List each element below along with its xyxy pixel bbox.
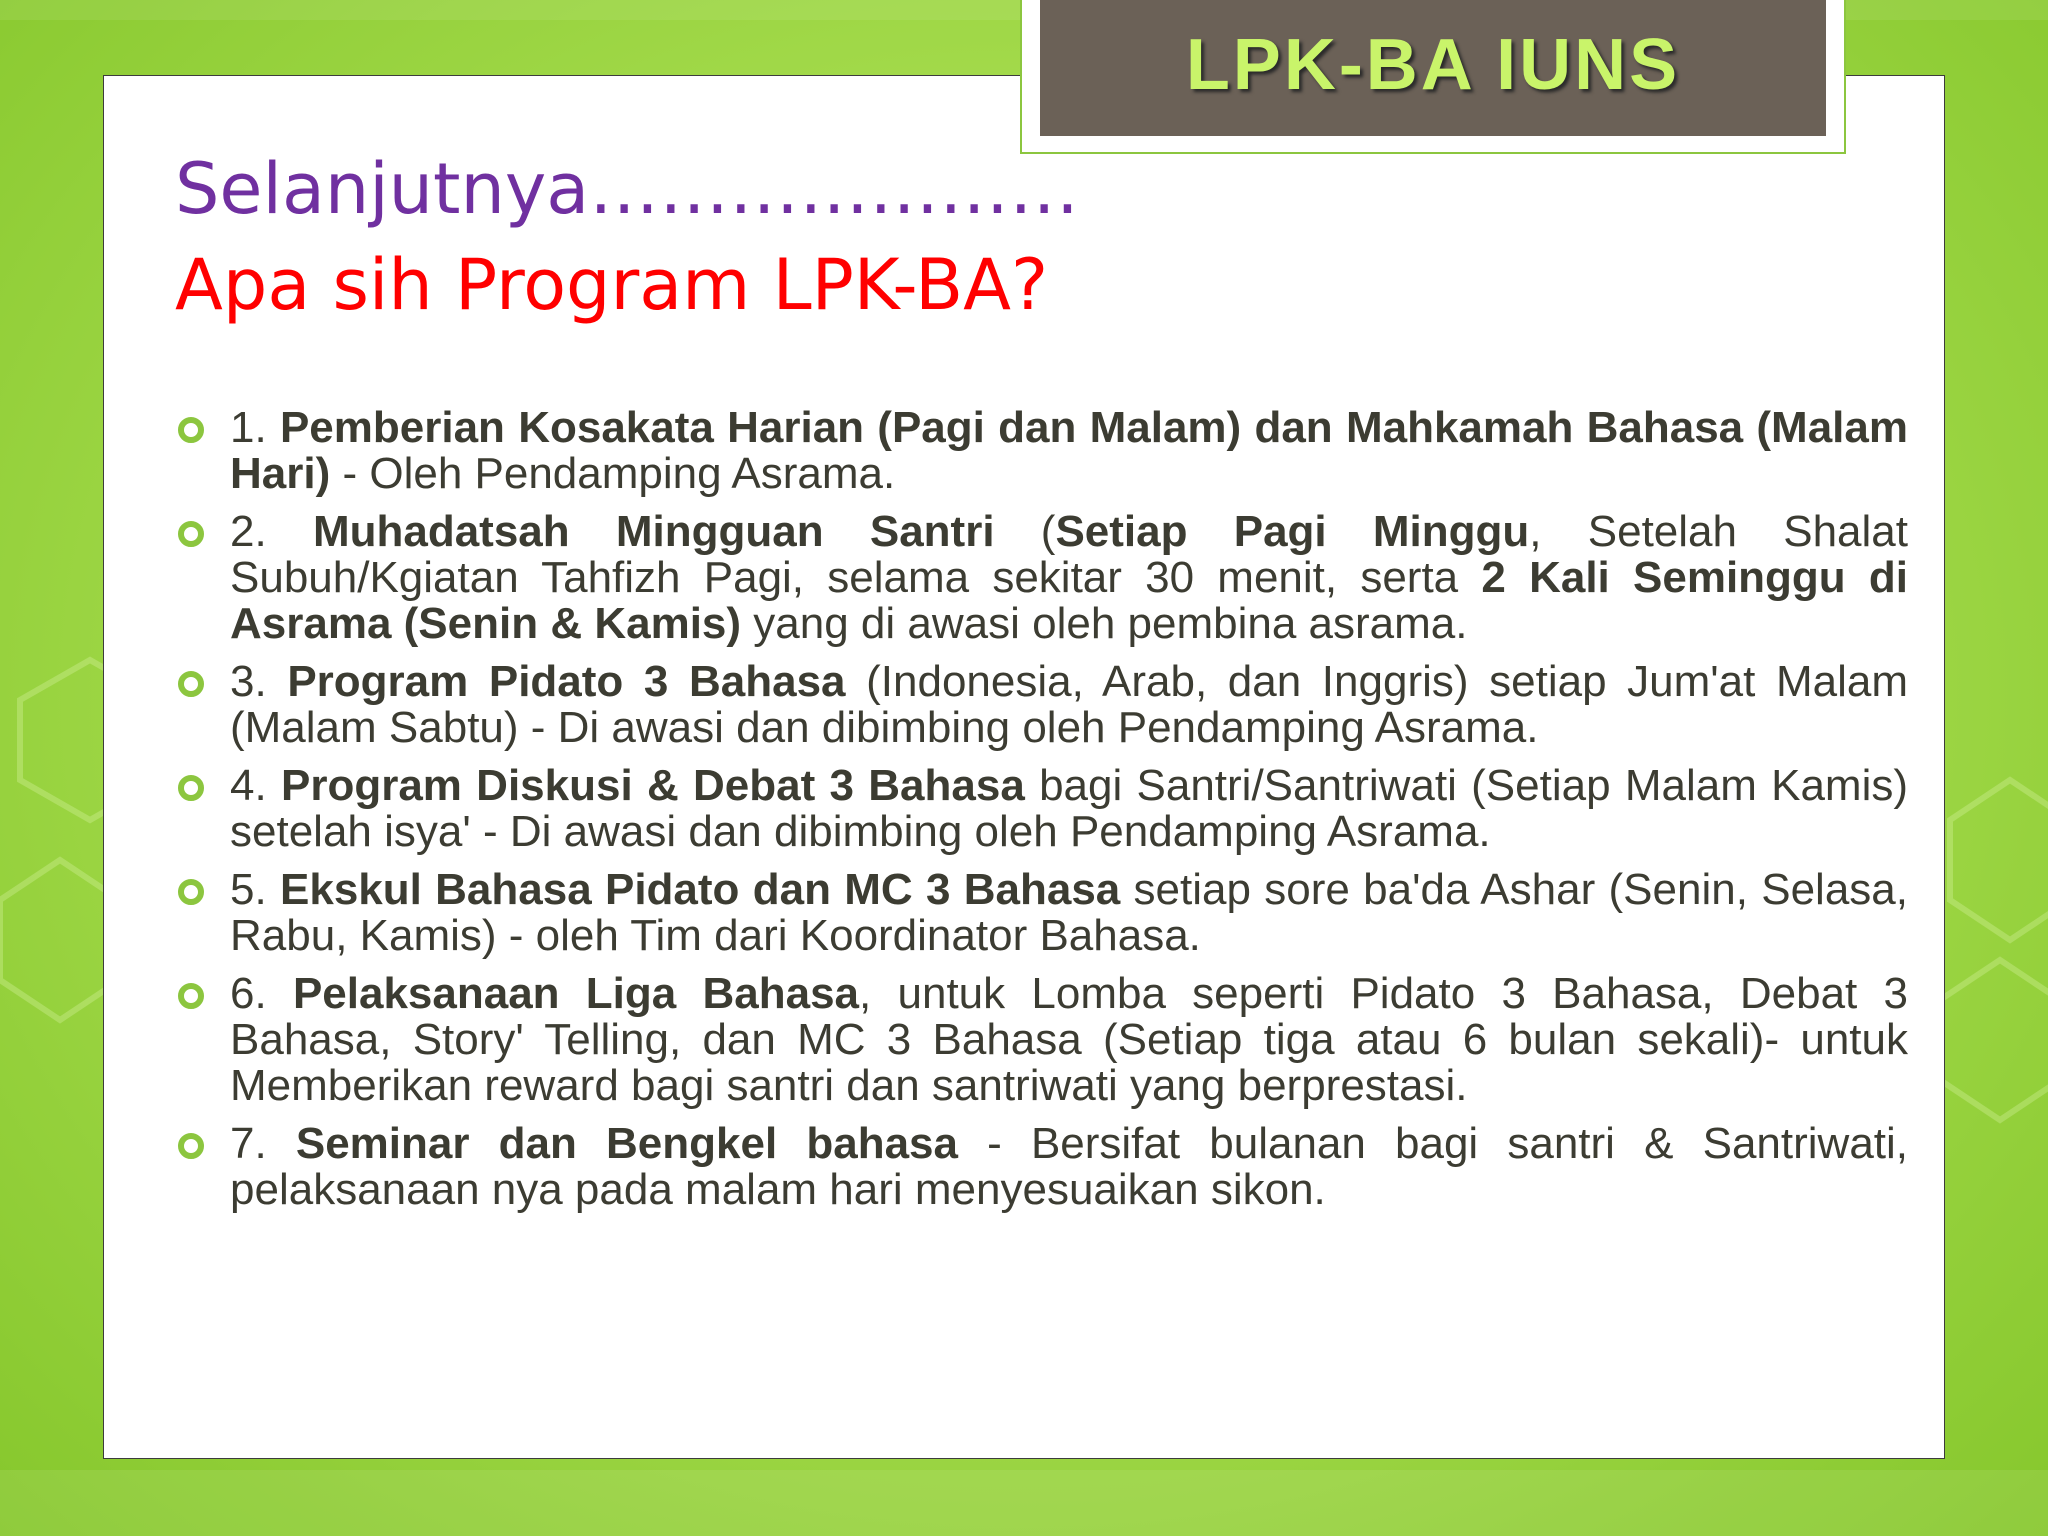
item-bold-text: Pemberian Kosakata Harian (Pagi dan Malam) dan Mahkamah Bahasa (Malam Hari) <box>230 403 1908 498</box>
slide-title-line-2: Apa sih Program LPK-BA? <box>175 244 1049 326</box>
item-text: 1. <box>230 403 280 452</box>
list-item <box>178 971 1908 1109</box>
bullet-ring-icon <box>178 775 204 801</box>
list-item <box>178 1121 1908 1213</box>
item-text: setiap sore ba'da Ashar (Senin, Selasa, Rabu, Kamis) - oleh Tim dari Koordinator Bahasa. <box>230 865 1908 960</box>
bullet-ring-icon <box>178 983 204 1009</box>
item-text: 7. <box>230 1119 296 1168</box>
item-text: 4. <box>230 761 281 810</box>
item-bold-text: Program Diskusi & Debat 3 Bahasa <box>280 761 1025 810</box>
item-text: 3. <box>230 657 288 706</box>
bullet-ring-icon <box>178 521 204 547</box>
item-text: (Indonesia, Arab, dan Inggris) setiap Jum'at Malam (Malam Sabtu) - Di awasi dan dibimbing oleh Pendamping Asrama. <box>230 657 1908 752</box>
item-text: yang di awasi oleh pembina asrama. <box>741 599 1468 648</box>
item-text: ( <box>994 507 1056 556</box>
program-list <box>178 405 1908 1225</box>
item-text: bagi Santri/Santriwati (Setiap Malam Kamis) setelah isya' - Di awasi dan dibimbing oleh Pendamping Asrama. <box>230 761 1909 856</box>
slide-title-line-1: Selanjutnya………………… <box>175 148 1080 230</box>
item-bold-text: Ekskul Bahasa Pidato dan MC 3 Bahasa <box>280 865 1121 914</box>
item-bold-text: Seminar dan Bengkel bahasa <box>295 1119 958 1168</box>
badge-text: LPK-BA IUNS <box>1185 25 1681 105</box>
bullet-ring-icon <box>178 417 204 443</box>
list-item <box>178 763 1908 855</box>
header-badge <box>1040 0 1826 136</box>
list-item <box>178 509 1908 647</box>
item-bold-text: Pelaksanaan Liga Bahasa <box>292 969 860 1018</box>
list-item <box>178 405 1908 497</box>
bullet-ring-icon <box>178 879 204 905</box>
item-bold-text: Program Pidato 3 Bahasa <box>287 657 846 706</box>
list-item <box>178 867 1908 959</box>
item-text: 2. <box>230 507 313 556</box>
item-bold-text: Setiap Pagi Minggu <box>1055 507 1530 556</box>
item-bold-text: Muhadatsah Mingguan Santri <box>312 507 995 556</box>
item-text: , untuk Lomba seperti Pidato 3 Bahasa, Debat 3 Bahasa, Story' Telling, dan MC 3 Bahasa (Setiap tiga atau 6 bulan sekali)- untuk Memberikan reward bagi santri dan santriwati yang berprestasi. <box>230 969 1908 1110</box>
bullet-ring-icon <box>178 671 204 697</box>
item-bold-text: 2 Kali Seminggu di Asrama (Senin & Kamis) <box>230 553 1908 648</box>
list-item <box>178 659 1908 751</box>
item-text: - Bersifat bulanan bagi santri & Santriwati, pelaksanaan nya pada malam hari menyesuaikan sikon. <box>230 1119 1909 1214</box>
item-text: 6. <box>230 969 293 1018</box>
bullet-ring-icon <box>178 1133 204 1159</box>
item-text: , Setelah Shalat Subuh/Kgiatan Tahfizh Pagi, selama sekitar 30 menit, serta <box>230 507 1908 602</box>
item-text: - Oleh Pendamping Asrama. <box>330 449 896 498</box>
item-text: 5. <box>230 865 280 914</box>
